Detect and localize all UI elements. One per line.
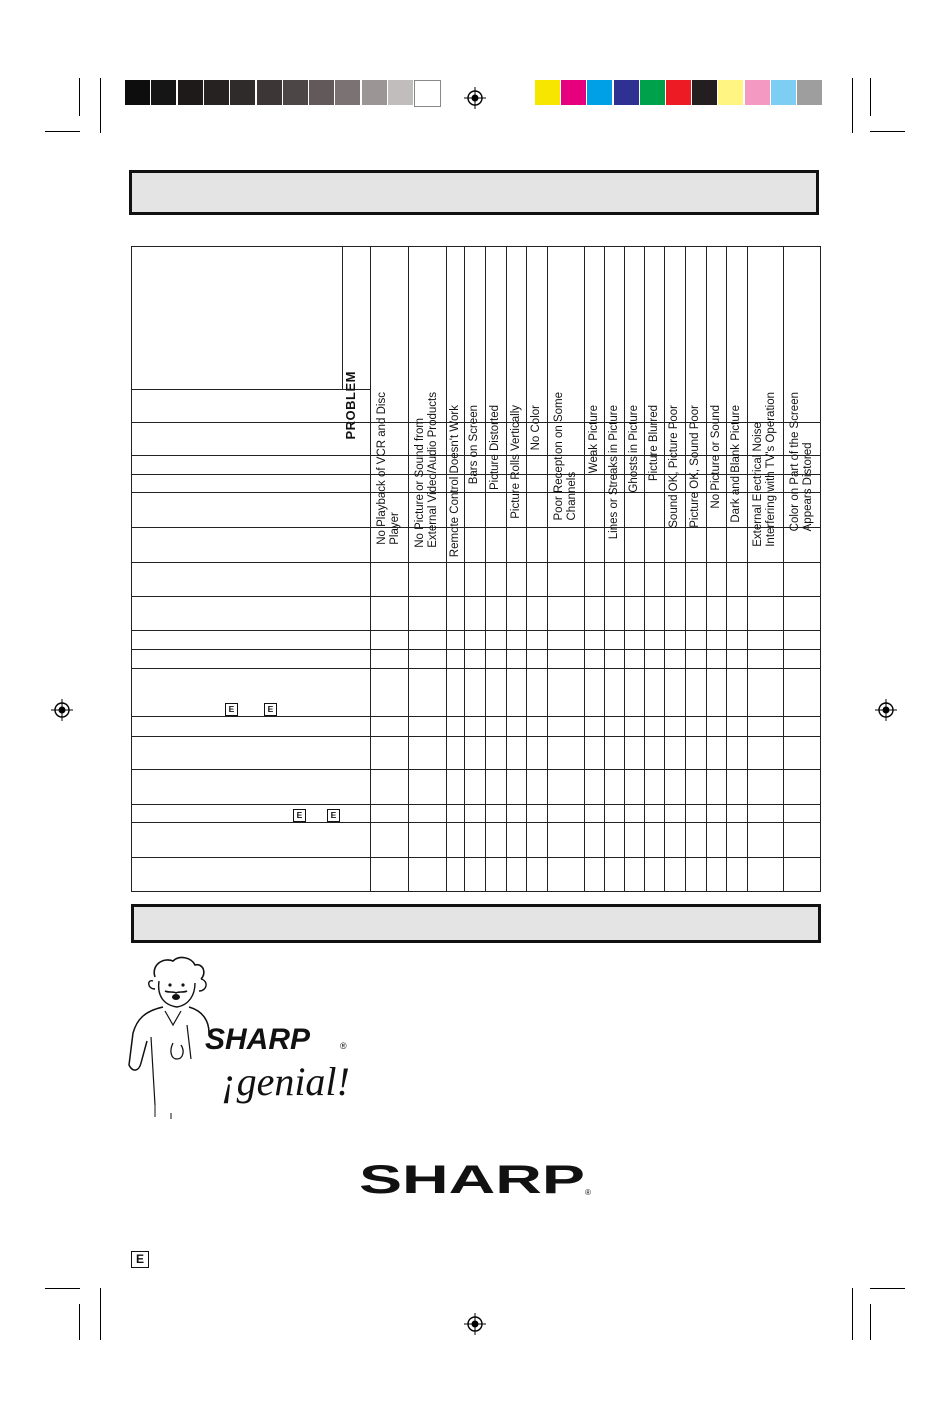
gray-swatch xyxy=(362,80,387,105)
table-row xyxy=(131,630,821,631)
problem-column-label xyxy=(468,405,481,484)
table-row xyxy=(131,769,821,770)
table-row xyxy=(131,822,821,823)
registration-mark-icon xyxy=(51,699,73,721)
problem-column-header xyxy=(752,250,778,547)
table-row xyxy=(131,736,821,737)
problem-column-header xyxy=(530,250,543,451)
problem-column-header xyxy=(607,250,621,540)
e-marker: E xyxy=(327,809,340,822)
problem-column-header xyxy=(668,250,681,528)
process-swatch xyxy=(614,80,639,105)
problem-column-label xyxy=(668,405,681,528)
problem-column-label-line: Poor Reception on Some xyxy=(552,392,565,521)
problem-column-label xyxy=(608,405,621,539)
grid-line xyxy=(624,246,625,892)
gray-swatch xyxy=(125,80,150,105)
problem-column-label-line: Color on Part of the Screen xyxy=(789,392,801,532)
problem-column-header xyxy=(343,250,370,440)
problem-column-label xyxy=(530,405,543,450)
grid-line xyxy=(685,246,686,892)
grid-line xyxy=(526,246,527,892)
grid-line xyxy=(664,246,665,892)
grid-line xyxy=(506,246,507,892)
problem-column-label xyxy=(730,405,743,523)
problem-column-header xyxy=(552,250,579,521)
problem-column-label-line: Remote Control Doesn't Work xyxy=(448,405,461,558)
grid-line xyxy=(783,246,784,892)
gray-swatch xyxy=(388,80,413,105)
problem-column-label xyxy=(628,405,641,493)
problem-column-label-line: Appears Distored xyxy=(802,442,814,532)
process-swatch xyxy=(797,80,822,105)
gray-swatch xyxy=(283,80,308,105)
problem-column-label-line: Lines or Streaks in Picture xyxy=(607,405,620,540)
process-swatch xyxy=(771,80,796,105)
problem-column-label xyxy=(710,405,723,509)
sharp-logo xyxy=(355,1158,600,1198)
grid-line xyxy=(408,246,409,892)
table-row xyxy=(131,668,821,669)
gray-swatch xyxy=(414,80,441,107)
process-swatch xyxy=(561,80,586,105)
problem-column-header xyxy=(689,250,702,528)
gray-swatch xyxy=(178,80,203,105)
problem-column-header xyxy=(789,250,815,532)
e-marker: E xyxy=(225,703,238,716)
problem-column-header xyxy=(627,250,641,493)
problem-column-label xyxy=(376,392,402,545)
section-header-box xyxy=(131,904,821,943)
problem-label: PROBLEM xyxy=(343,371,358,440)
problem-column-label-line: Weak Picture xyxy=(587,405,600,474)
problem-column-label-line: Player xyxy=(389,512,401,545)
grid-line xyxy=(644,246,645,892)
problem-column-label-line: External Electrical Noise xyxy=(752,422,764,547)
svg-text:¡genial!: ¡genial! xyxy=(221,1059,350,1104)
table-row xyxy=(131,527,821,528)
registration-mark-icon xyxy=(464,1313,486,1335)
grid-line xyxy=(547,246,548,892)
problem-column-label-line: Ghosts in Picture xyxy=(627,405,640,493)
problem-column-label xyxy=(752,392,778,547)
gray-swatch xyxy=(230,80,255,105)
problem-column-label-line: External Video/Audio Products xyxy=(427,392,439,548)
problem-column-label-line: Picture OK, Sound Poor xyxy=(689,405,701,528)
process-swatch xyxy=(666,80,691,105)
svg-text:SHARP: SHARP xyxy=(359,1158,585,1198)
problem-column-label-line: Sound OK, Picture Poor xyxy=(668,405,680,528)
process-swatch xyxy=(535,80,560,105)
svg-text:®: ® xyxy=(340,1041,347,1051)
grid-line xyxy=(706,246,707,892)
problem-column-header xyxy=(509,250,523,519)
problem-column-label-line: Interfering with TV's Operation xyxy=(765,392,777,547)
problem-column-header xyxy=(448,250,462,558)
grid-line xyxy=(604,246,605,892)
grid-line xyxy=(446,246,447,892)
problem-column-label-line: No Picture or Sound from xyxy=(414,418,426,548)
e-marker: E xyxy=(264,703,277,716)
process-swatch xyxy=(745,80,770,105)
grid-line xyxy=(485,246,486,892)
problem-column-header xyxy=(376,250,402,545)
problem-column-label-line: Channels xyxy=(565,471,578,521)
problem-column-label xyxy=(648,405,661,481)
registration-mark-icon xyxy=(464,87,486,109)
page-marker: E xyxy=(131,1251,149,1268)
grid-line xyxy=(131,389,370,390)
table-row xyxy=(131,804,821,805)
problem-column-label-line: No Playback of VCR and Disc xyxy=(376,392,388,545)
problem-column-label-line: No Color xyxy=(530,405,542,451)
table-row xyxy=(131,596,821,597)
gray-swatch xyxy=(204,80,229,105)
grid-line xyxy=(726,246,727,892)
table-row xyxy=(131,716,821,717)
table-row xyxy=(131,562,821,563)
problem-column-header xyxy=(709,250,723,509)
problem-column-header xyxy=(587,250,601,474)
problem-column-label xyxy=(449,405,462,557)
problem-column-label xyxy=(510,405,523,519)
problem-column-header xyxy=(468,250,481,485)
problem-column-label-line: Picture Blurred xyxy=(647,405,660,482)
problem-column-header xyxy=(647,250,661,482)
problem-column-header xyxy=(489,250,502,491)
problem-column-label xyxy=(553,392,579,521)
grid-line xyxy=(370,246,371,892)
section-header-box xyxy=(129,170,819,215)
svg-text:®: ® xyxy=(585,1188,591,1197)
problem-column-label-line: Bars on Screen xyxy=(468,405,480,485)
problem-column-label-line: No Picture or Sound xyxy=(709,405,722,509)
problem-column-header xyxy=(414,250,440,548)
registration-mark-icon xyxy=(875,699,897,721)
problem-column-label-line: Dark and Blank Picture xyxy=(730,405,742,523)
gray-swatch xyxy=(335,80,360,105)
process-swatch xyxy=(640,80,665,105)
grid-line xyxy=(747,246,748,892)
sharp-genial-mascot-logo xyxy=(125,955,360,1120)
table-row xyxy=(131,857,821,858)
process-swatch xyxy=(718,80,743,105)
e-marker: E xyxy=(293,809,306,822)
problem-column-label xyxy=(789,392,815,531)
problem-column-label xyxy=(414,392,440,548)
gray-swatch xyxy=(151,80,176,105)
gray-swatch xyxy=(257,80,282,105)
process-swatch xyxy=(692,80,717,105)
problem-column-label xyxy=(489,405,502,490)
process-swatch xyxy=(587,80,612,105)
problem-column-header xyxy=(730,250,743,523)
problem-column-label xyxy=(588,405,601,473)
problem-column-label-line: Picture Distorted xyxy=(489,405,501,491)
gray-swatch xyxy=(309,80,334,105)
svg-text:SHARP: SHARP xyxy=(205,1023,311,1056)
grid-line xyxy=(584,246,585,892)
table-row xyxy=(131,649,821,650)
problem-column-label-line: Picture Rolls Vertically xyxy=(509,405,522,519)
problem-column-label xyxy=(689,405,702,528)
grid-line xyxy=(464,246,465,892)
